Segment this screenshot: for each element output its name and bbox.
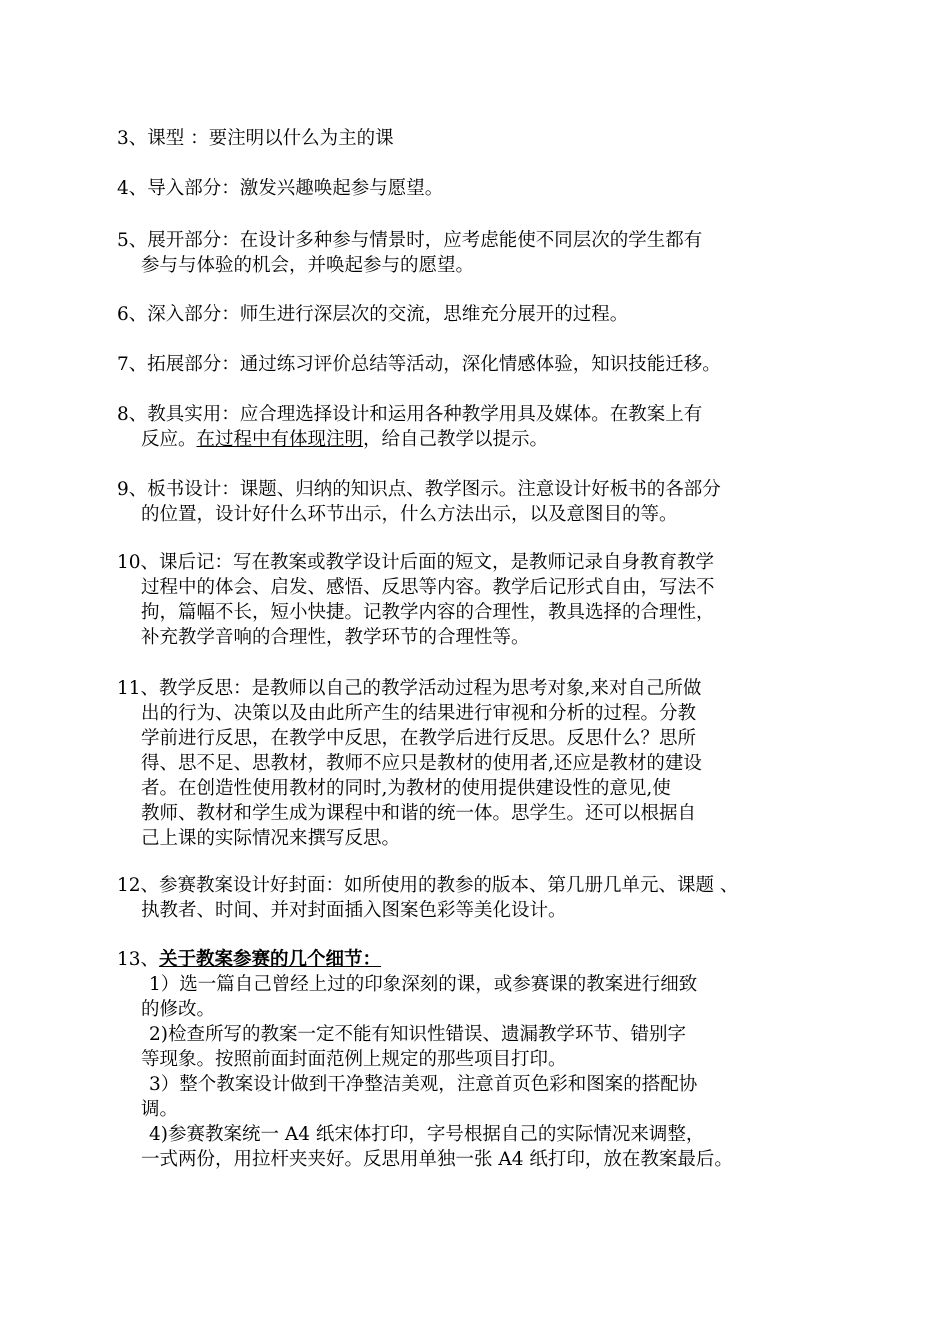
detail-line: 2)检查所写的教案一定不能有知识性错误、遗漏教学环节、错别字 — [149, 1024, 686, 1045]
item-text-continued: ，给自己教学以提示。 — [363, 429, 549, 450]
item-number: 12、 — [117, 875, 160, 896]
item-text: 参赛教案设计好封面：如所使用的教参的版本、第几册几单元、课题 、 — [159, 875, 739, 896]
item-number: 10、 — [117, 552, 160, 573]
item-text-continued: 过程中的体会、启发、感悟、反思等内容。教学后记形式自由，写法不 — [141, 577, 715, 598]
item-number: 6、 — [117, 304, 148, 325]
item-5 — [117, 228, 817, 278]
item-number: 4、 — [117, 178, 148, 199]
item-text-continued: 参与与体验的机会，并唤起参与的愿望。 — [141, 255, 475, 276]
item-text: 展开部分：在设计多种参与情景时，应考虑能使不同层次的学生都有 — [147, 230, 703, 251]
item-number: 7、 — [117, 354, 148, 375]
item-12 — [117, 873, 817, 923]
underlined-text: 在过程中有体现注明 — [196, 429, 364, 450]
item-11 — [117, 676, 817, 851]
item-8 — [117, 402, 817, 452]
item-text-continued: 反应。 — [141, 429, 197, 450]
item-text: 导入部分：激发兴趣唤起参与愿望。 — [147, 178, 444, 199]
item-text-continued: 得、思不足、思教材，教师不应只是教材的使用者,还应是教材的建设 — [141, 753, 702, 774]
item-7 — [117, 352, 817, 377]
item-text: 拓展部分：通过练习评价总结等活动，深化情感体验，知识技能迁移。 — [147, 354, 721, 375]
item-text-continued: 补充教学音响的合理性，教学环节的合理性等。 — [141, 627, 530, 648]
item-number: 5、 — [117, 230, 148, 251]
item-text-continued: 己上课的实际情况来撰写反思。 — [141, 828, 401, 849]
item-number: 13、 — [117, 949, 160, 970]
detail-line: 的修改。 — [141, 999, 216, 1020]
section-heading: 关于教案参赛的几个细节： — [159, 949, 382, 970]
detail-line: 4)参赛教案统一 A4 纸宋体打印，字号根据自己的实际情况来调整， — [149, 1124, 705, 1145]
item-text-continued: 执教者、时间、并对封面插入图案色彩等美化设计。 — [141, 900, 567, 921]
item-text-continued: 学前进行反思，在教学中反思，在教学后进行反思。反思什么？思所 — [141, 728, 697, 749]
item-number: 3、 — [117, 128, 148, 149]
item-text-continued: 者。在创造性使用教材的同时,为教材的使用提供建设性的意见,使 — [141, 778, 671, 799]
item-text: 教具实用：应合理选择设计和运用各种教学用具及媒体。在教案上有 — [147, 404, 703, 425]
item-text-continued: 拘，篇幅不长，短小快捷。记教学内容的合理性，教具选择的合理性， — [141, 602, 715, 623]
item-number: 8、 — [117, 404, 148, 425]
item-text: 课型 ：要注明以什么为主的课 — [147, 128, 394, 149]
detail-line: 3）整个教案设计做到干净整洁美观，注意首页色彩和图案的搭配协 — [149, 1074, 698, 1095]
item-text: 板书设计：课题、归纳的知识点、教学图示。注意设计好板书的各部分 — [147, 479, 721, 500]
detail-line: 调。 — [141, 1099, 179, 1120]
detail-line: 1）选一篇自己曾经上过的印象深刻的课，或参赛课的教案进行细致 — [149, 974, 698, 995]
item-number: 11、 — [117, 678, 160, 699]
item-text-continued: 的位置，设计好什么环节出示，什么方法出示，以及意图目的等。 — [141, 504, 678, 525]
item-13 — [117, 947, 817, 1172]
item-10 — [117, 550, 817, 650]
item-6 — [117, 302, 817, 327]
detail-line: 等现象。按照前面封面范例上规定的那些项目打印。 — [141, 1049, 567, 1070]
item-number: 9、 — [117, 479, 148, 500]
item-4 — [117, 176, 817, 201]
item-text: 课后记：写在教案或教学设计后面的短文，是教师记录自身教育教学 — [159, 552, 715, 573]
item-text: 教学反思：是教师以自己的教学活动过程为思考对象,来对自己所做 — [159, 678, 702, 699]
item-3 — [117, 126, 817, 151]
item-text-continued: 出的行为、决策以及由此所产生的结果进行审视和分析的过程。分教 — [141, 703, 697, 724]
item-text-continued: 教师、教材和学生成为课程中和谐的统一体。思学生。还可以根据自 — [141, 803, 697, 824]
item-text: 深入部分：师生进行深层次的交流，思维充分展开的过程。 — [147, 304, 629, 325]
item-9 — [117, 477, 817, 527]
detail-line: 一式两份，用拉杆夹夹好。反思用单独一张 A4 纸打印，放在教案最后。 — [141, 1149, 733, 1170]
